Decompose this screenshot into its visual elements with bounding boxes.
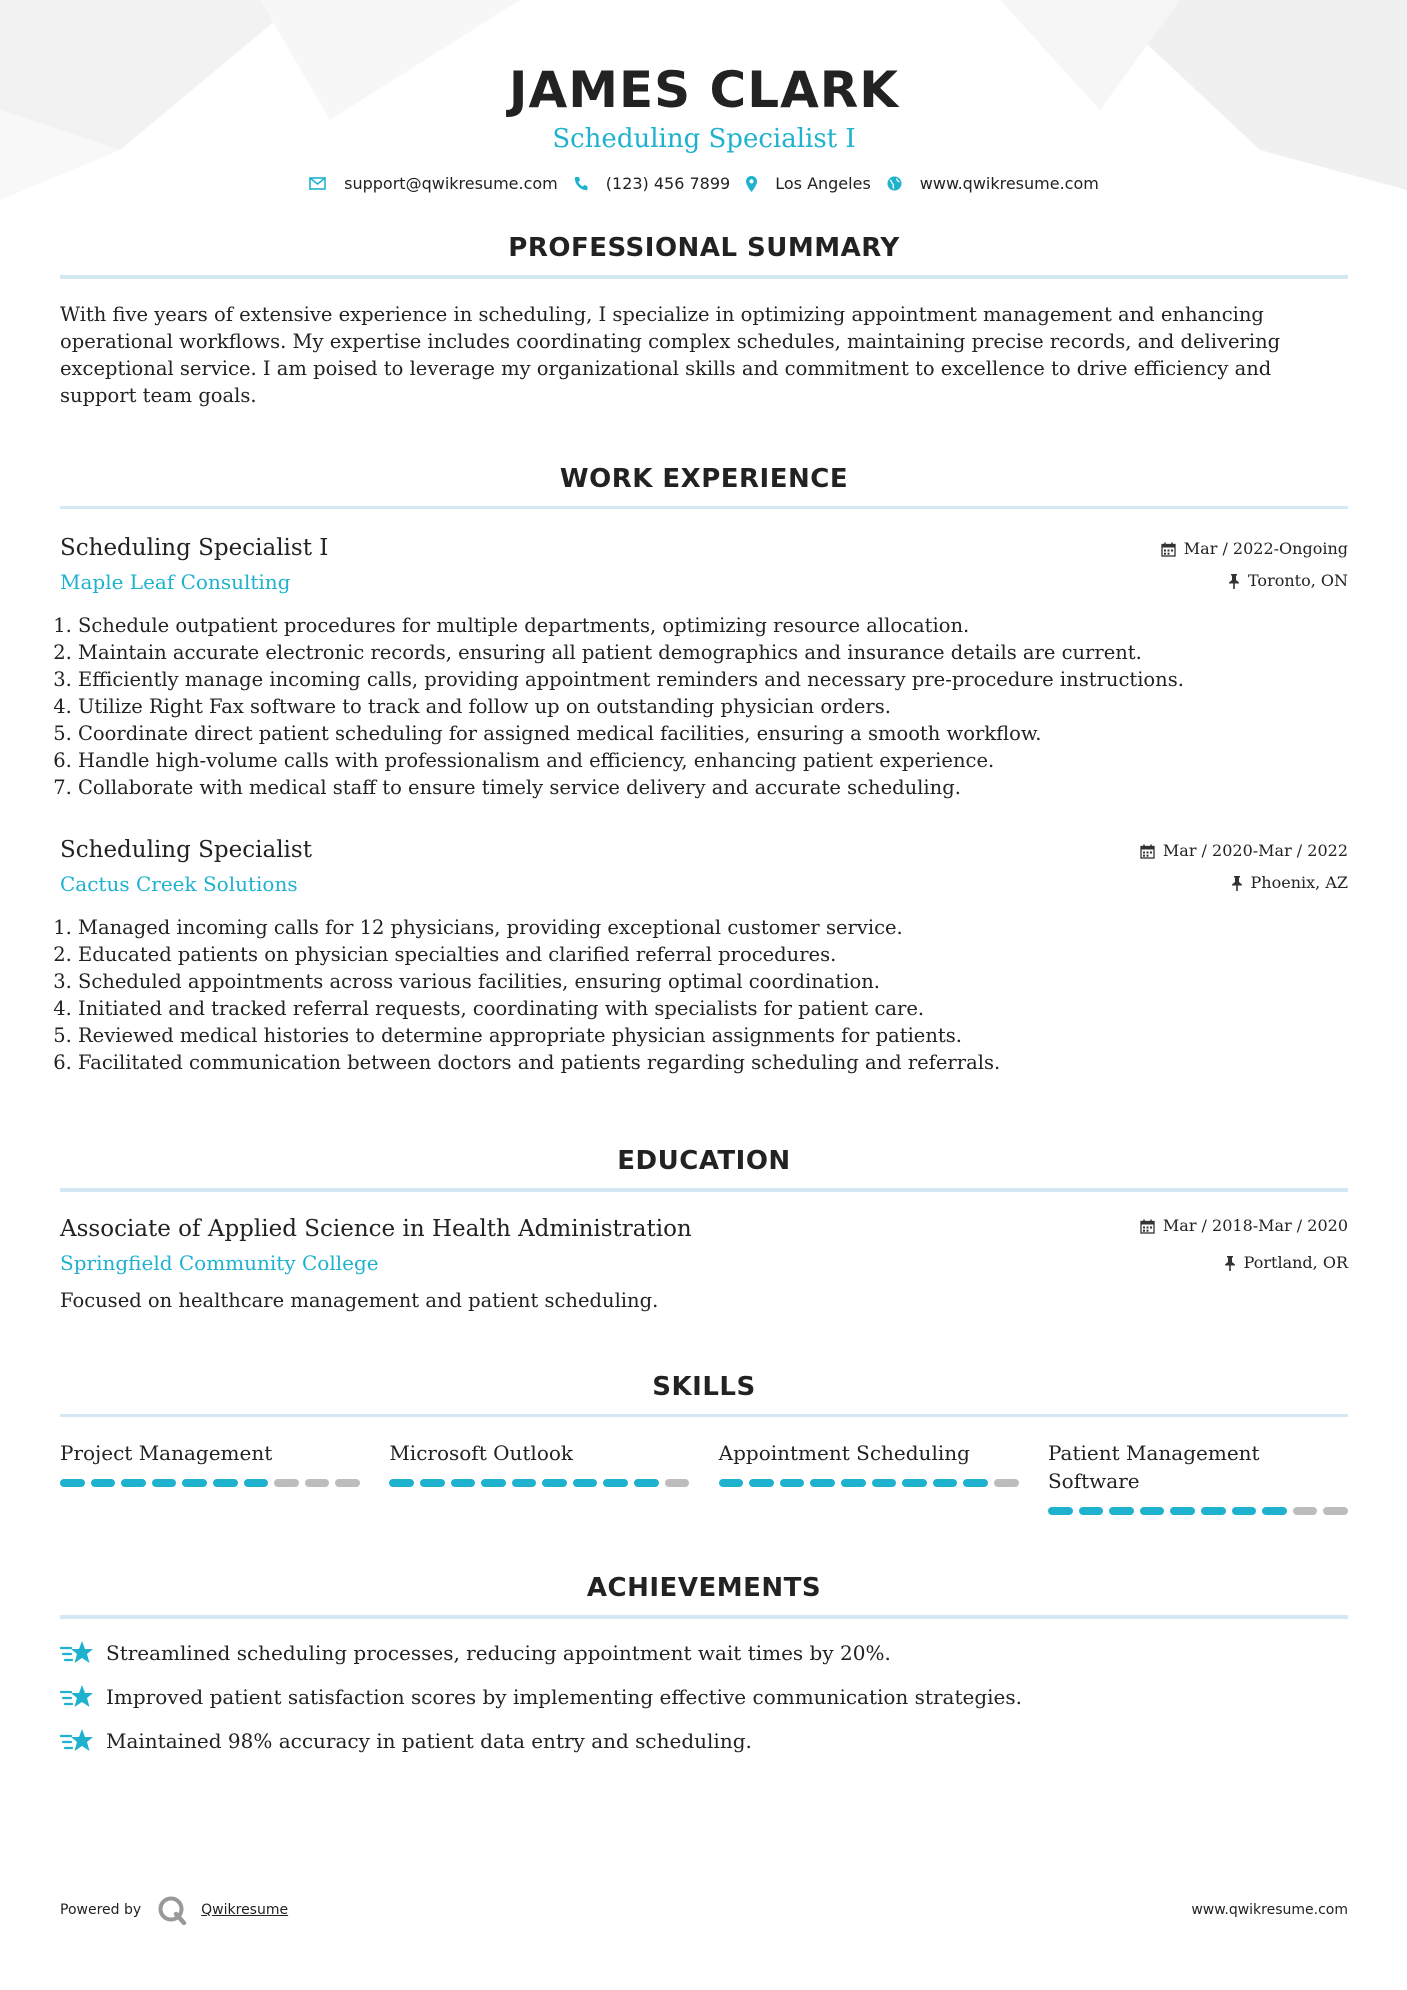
- achievements-divider: [60, 1615, 1348, 1619]
- job-location: [1140, 873, 1348, 893]
- candidate-title: Scheduling Specialist I: [552, 124, 856, 154]
- skill-level-segment: [780, 1479, 805, 1487]
- calendar-icon: [1161, 542, 1176, 557]
- phone-icon: [574, 176, 588, 191]
- education-location: [1140, 1253, 1348, 1273]
- achievement-text: Maintained 98% accuracy in patient data entry and scheduling.: [106, 1729, 752, 1753]
- skill-level-segment: [152, 1479, 177, 1487]
- contact-location-text: Los Angeles: [775, 174, 871, 193]
- achievements-heading: ACHIEVEMENTS: [586, 1573, 822, 1603]
- skill-level-segment: [182, 1479, 207, 1487]
- skill-level-segment: [121, 1479, 146, 1487]
- skill-level-segment: [749, 1479, 774, 1487]
- job-point: 5. Reviewed medical histories to determine appropriate physician assignments for patients.: [78, 1022, 1348, 1049]
- job-point: 4. Initiated and tracked referral requests, coordinating with specialists for patient care.: [78, 995, 1348, 1022]
- skill-level-segment: [1170, 1507, 1195, 1515]
- education-description: Focused on healthcare management and patient scheduling.: [60, 1289, 659, 1312]
- experience-section: [60, 464, 1348, 1076]
- skill-level-bar: [389, 1479, 689, 1487]
- skill-item: [719, 1439, 1019, 1515]
- skill-name: Microsoft Outlook: [389, 1441, 574, 1465]
- job-company: Cactus Creek Solutions: [60, 872, 298, 896]
- contact-website-text: www.qwikresume.com: [919, 174, 1099, 193]
- summary-divider: [60, 275, 1348, 279]
- job-location-text: Toronto, ON: [1248, 571, 1348, 590]
- skill-level-segment: [1262, 1507, 1287, 1515]
- skill-level-segment: [244, 1479, 269, 1487]
- map-pin-icon: [746, 176, 757, 192]
- job-point: 2. Educated patients on physician specialties and clarified referral procedures.: [78, 941, 1348, 968]
- achievement-item: [60, 1727, 1348, 1755]
- skill-level-segment: [274, 1479, 299, 1487]
- job-point: 7. Collaborate with medical staff to ensure timely service delivery and accurate scheduling.: [78, 774, 1348, 801]
- summary-text: With five years of extensive experience in scheduling, I specialize in optimizing appointment management and enhancing operational workflows. My expertise includes coordinating complex schedules, maintaining precise records, and delivering exceptional service. I am poised to leverage my organizational skills and commitment to excellence to drive efficiency and support team goals.: [60, 303, 1281, 407]
- job-point: 2. Maintain accurate electronic records, ensuring all patient demographics and insurance details are current.: [78, 639, 1348, 666]
- skill-level-segment: [1201, 1507, 1226, 1515]
- skill-level-segment: [389, 1479, 414, 1487]
- education-dates-text: Mar / 2018-Mar / 2020: [1162, 1216, 1348, 1235]
- skill-level-segment: [1079, 1507, 1104, 1515]
- skill-level-segment: [963, 1479, 988, 1487]
- page-footer: [60, 1895, 1348, 1925]
- job-point: 3. Scheduled appointments across various facilities, ensuring optimal coordination.: [78, 968, 1348, 995]
- skill-level-segment: [1232, 1507, 1257, 1515]
- skill-level-segment: [603, 1479, 628, 1487]
- pushpin-icon: [1228, 574, 1240, 589]
- star-icon: [60, 1683, 94, 1711]
- job-location-text: Phoenix, AZ: [1250, 873, 1348, 892]
- experience-divider: [60, 506, 1348, 509]
- job-meta: [1140, 841, 1348, 905]
- job-meta: [1161, 539, 1348, 603]
- skills-list: [60, 1439, 1348, 1515]
- achievement-item: [60, 1639, 1348, 1667]
- resume-header: [60, 0, 1348, 193]
- experience-heading: WORK EXPERIENCE: [559, 464, 849, 494]
- skill-level-segment: [994, 1479, 1019, 1487]
- job-company: Maple Leaf Consulting: [60, 570, 291, 594]
- job-point: 3. Efficiently manage incoming calls, providing appointment reminders and necessary pre-procedure instructions.: [78, 666, 1348, 693]
- job-point: 5. Coordinate direct patient scheduling for assigned medical facilities, ensuring a smooth workflow.: [78, 720, 1348, 747]
- skill-level-segment: [810, 1479, 835, 1487]
- skill-level-segment: [573, 1479, 598, 1487]
- skill-level-segment: [1048, 1507, 1073, 1515]
- education-meta: [1140, 1216, 1348, 1285]
- job-points: [60, 612, 1348, 801]
- achievement-item: [60, 1683, 1348, 1711]
- contact-email[interactable]: [309, 174, 558, 193]
- contact-location: [746, 174, 871, 193]
- powered-by-label: Powered by: [60, 1902, 142, 1918]
- skill-level-segment: [933, 1479, 958, 1487]
- contact-email-text: support@qwikresume.com: [344, 174, 558, 193]
- skill-level-segment: [91, 1479, 116, 1487]
- skill-level-bar: [60, 1479, 360, 1487]
- contact-phone[interactable]: [574, 174, 730, 193]
- job-point: 6. Facilitated communication between doctors and patients regarding scheduling and referrals.: [78, 1049, 1348, 1076]
- skill-level-segment: [542, 1479, 567, 1487]
- calendar-icon: [1140, 1219, 1155, 1234]
- job-dates: [1161, 539, 1348, 559]
- job-entry: [60, 533, 1348, 801]
- skill-item: [1048, 1439, 1348, 1515]
- skill-level-segment: [719, 1479, 744, 1487]
- job-dates: [1140, 841, 1348, 861]
- skill-level-segment: [1293, 1507, 1318, 1515]
- skill-level-segment: [481, 1479, 506, 1487]
- contact-website[interactable]: [887, 174, 1099, 193]
- skill-item: [60, 1439, 360, 1515]
- skill-level-segment: [213, 1479, 238, 1487]
- job-point: 1. Schedule outpatient procedures for multiple departments, optimizing resource allocation.: [78, 612, 1348, 639]
- education-dates: [1140, 1216, 1348, 1236]
- achievements-section: [60, 1573, 1348, 1755]
- summary-heading: PROFESSIONAL SUMMARY: [508, 233, 900, 263]
- footer-website[interactable]: www.qwikresume.com: [1191, 1902, 1348, 1918]
- achievement-text: Improved patient satisfaction scores by implementing effective communication strategies.: [106, 1685, 1022, 1709]
- job-list: [60, 533, 1348, 1076]
- footer-powered-by: [60, 1895, 288, 1925]
- pushpin-icon: [1231, 876, 1243, 891]
- star-icon: [60, 1639, 94, 1667]
- skill-name: Appointment Scheduling: [718, 1441, 970, 1465]
- skill-level-segment: [305, 1479, 330, 1487]
- globe-icon: [887, 176, 902, 191]
- job-dates-text: Mar / 2020-Mar / 2022: [1162, 841, 1348, 860]
- calendar-icon: [1140, 844, 1155, 859]
- contact-row: [60, 174, 1348, 193]
- job-dates-text: Mar / 2022-Ongoing: [1183, 539, 1348, 558]
- skill-level-segment: [841, 1479, 866, 1487]
- education-entry: [60, 1214, 1348, 1314]
- skill-level-segment: [634, 1479, 659, 1487]
- skills-heading: SKILLS: [652, 1372, 756, 1402]
- job-points: [60, 914, 1348, 1076]
- skill-level-segment: [420, 1479, 445, 1487]
- star-icon: [60, 1727, 94, 1755]
- skills-divider: [60, 1414, 1348, 1417]
- education-location-text: Portland, OR: [1243, 1253, 1348, 1272]
- brand-link[interactable]: Qwikresume: [201, 1902, 289, 1918]
- achievement-text: Streamlined scheduling processes, reducing appointment wait times by 20%.: [106, 1641, 891, 1665]
- skill-level-segment: [335, 1479, 360, 1487]
- skill-level-segment: [1323, 1507, 1348, 1515]
- job-point: 1. Managed incoming calls for 12 physicians, providing exceptional customer service.: [78, 914, 1348, 941]
- education-divider: [60, 1188, 1348, 1192]
- envelope-icon: [309, 177, 326, 190]
- skill-level-segment: [60, 1479, 85, 1487]
- skill-level-segment: [872, 1479, 897, 1487]
- qwikresume-logo-icon: [157, 1895, 187, 1925]
- job-title: Scheduling Specialist: [60, 837, 312, 863]
- skill-level-segment: [1109, 1507, 1134, 1515]
- job-title: Scheduling Specialist I: [60, 535, 329, 561]
- skills-section: [60, 1372, 1348, 1515]
- summary-section: [60, 233, 1348, 409]
- education-heading: EDUCATION: [617, 1146, 791, 1176]
- contact-phone-text: (123) 456 7899: [605, 174, 731, 193]
- job-entry: [60, 835, 1348, 1076]
- achievements-list: [60, 1639, 1348, 1755]
- job-point: 6. Handle high-volume calls with professionalism and efficiency, enhancing patient experience.: [78, 747, 1348, 774]
- skill-level-segment: [451, 1479, 476, 1487]
- skill-level-segment: [512, 1479, 537, 1487]
- skill-level-bar: [719, 1479, 1019, 1487]
- education-section: [60, 1146, 1348, 1314]
- skill-name: Patient Management Software: [1047, 1441, 1260, 1493]
- skill-item: [389, 1439, 689, 1515]
- skill-level-segment: [902, 1479, 927, 1487]
- job-location: [1161, 571, 1348, 591]
- degree-title: Associate of Applied Science in Health Administration: [60, 1216, 692, 1242]
- candidate-name: JAMES CLARK: [508, 61, 900, 119]
- skill-name: Project Management: [60, 1441, 273, 1465]
- resume-page: [60, 0, 1348, 1771]
- job-point: 4. Utilize Right Fax software to track and follow up on outstanding physician orders.: [78, 693, 1348, 720]
- pushpin-icon: [1224, 1256, 1236, 1271]
- skill-level-segment: [1140, 1507, 1165, 1515]
- school-name: Springfield Community College: [60, 1251, 379, 1275]
- skill-level-bar: [1048, 1507, 1348, 1515]
- skill-level-segment: [665, 1479, 690, 1487]
